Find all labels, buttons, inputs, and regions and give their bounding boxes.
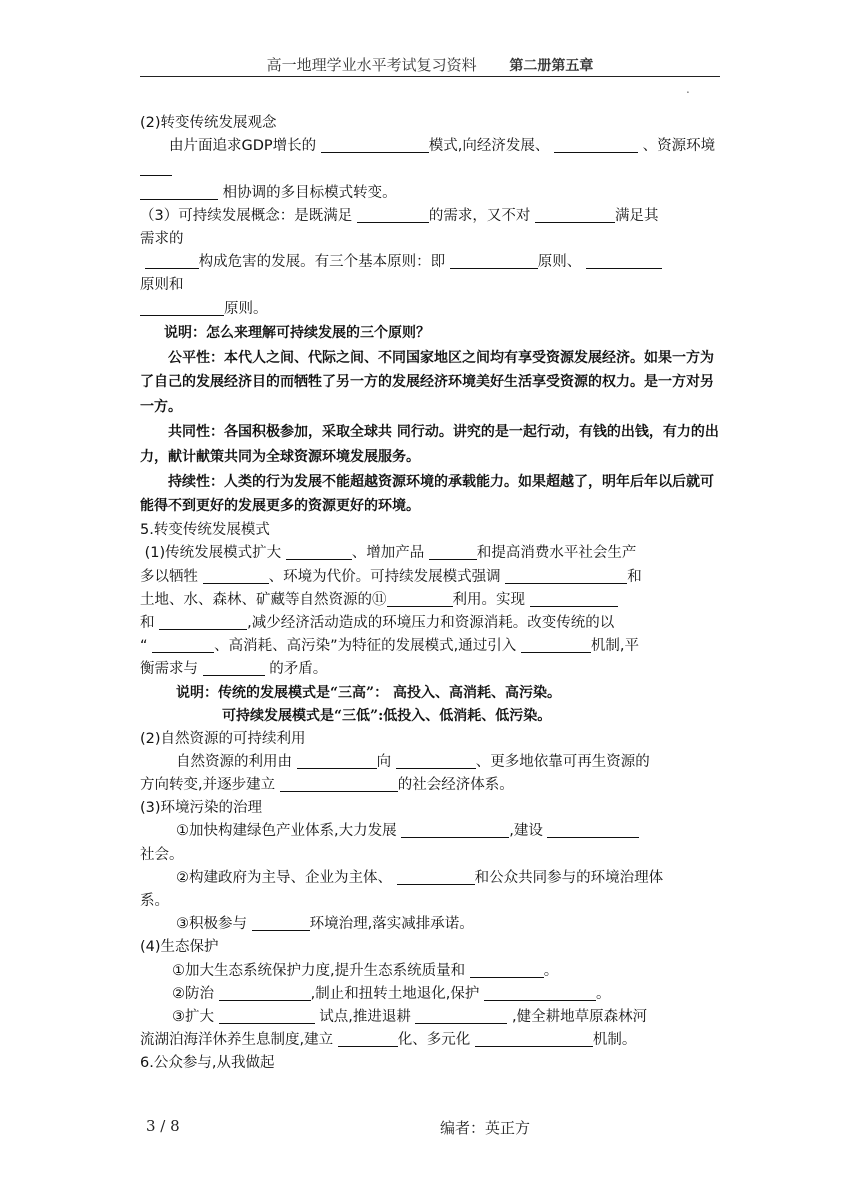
text-line: 土地、水、森林、矿藏等自然资源的⑪ 利用。实现 (140, 589, 720, 612)
text-line: 原则和 (140, 277, 184, 294)
blank[interactable] (321, 137, 429, 153)
note-line: 可持续发展模式是“三低”:低投入、低消耗、低污染。 (222, 707, 552, 724)
header-chapter: 第二册第五章 (509, 58, 594, 74)
text-line: 流湖泊海洋休养生息制度,建立 化、多元化 机制。 (140, 1032, 637, 1049)
section-title: 6.公众参与,从我做起 (140, 1055, 275, 1072)
document-body (140, 112, 720, 1076)
blank[interactable] (297, 753, 377, 769)
note-line: 说明：传统的发展模式是“三高”： 高投入、高消耗、高污染。 (176, 684, 561, 701)
section-title: (3)环境污染的治理 (140, 800, 263, 817)
blank[interactable] (396, 753, 476, 769)
blank[interactable] (521, 637, 591, 653)
text-line: 需求的 (140, 231, 184, 248)
text-line: 多以牺牲 、环境为代价。可持续发展模式强调 和 (140, 568, 642, 585)
text-line: ①加大生态系统保护力度,提升生态系统质量和 。 (172, 962, 559, 979)
blank[interactable] (429, 544, 477, 560)
text-line: （3）可持续发展概念：是既满足 的需求，又不对 满足其 (140, 207, 659, 224)
blank[interactable] (547, 822, 639, 838)
section-title: (4)生态保护 (140, 939, 219, 956)
blank[interactable] (530, 591, 618, 607)
text-line: 衡需求与 的矛盾。 (140, 661, 328, 678)
text-line: 方向转变,并逐步建立 的社会经济体系。 (140, 777, 514, 794)
text-line: ②防治 ,制止和扭转土地退化,保护 。 (172, 985, 611, 1002)
blank[interactable] (415, 1008, 507, 1024)
blank[interactable] (140, 184, 218, 200)
note-paragraph: 共同性：各国积极参加，采取全球共 同行动。讲究的是一起行动，有钱的出钱，有力的出力，献计献策共同为全球资源环境发展服务。 (140, 424, 719, 465)
note-paragraph: 持续性：人类的行为发展不能超越资源环境的承载能力。如果超越了，明年后年以后就可能得不到更好的发展更多的资源更好的环境。 (140, 473, 714, 515)
blank[interactable] (586, 253, 662, 269)
text-line: 自然资源的利用由 向 、更多地依靠可再生资源的 (176, 753, 650, 770)
text-line: “ 、高消耗、高污染”为特征的发展模式,通过引入 机制,平 (140, 638, 639, 655)
section-title: (2)转变传统发展观念 (140, 115, 277, 131)
header-title: 高一地理学业水平考试复习资料 (266, 56, 477, 74)
blank[interactable] (505, 568, 627, 584)
blank[interactable] (470, 962, 544, 978)
blank[interactable] (475, 1031, 593, 1047)
page-number: 3 / 8 (146, 1117, 180, 1135)
text-line: (1)传统发展模式扩大 、增加产品 和提高消费水平社会生产 (144, 545, 637, 562)
blank[interactable] (145, 253, 199, 269)
blank[interactable] (554, 137, 638, 153)
blank[interactable] (338, 1031, 398, 1047)
section-title: (2)自然资源的可持续利用 (140, 730, 306, 747)
blank[interactable] (203, 568, 269, 584)
text-line: ③积极参与 环境治理,落实减排承诺。 (176, 916, 474, 933)
blank[interactable] (535, 207, 615, 223)
blank[interactable] (387, 591, 453, 607)
text-line: 由片面追求GDP增长的 模式,向经济发展、 、资源环境 (140, 135, 720, 181)
blank[interactable] (286, 544, 352, 560)
blank[interactable] (252, 915, 310, 931)
text-line: ①加快构建绿色产业体系,大力发展 ,建设 (140, 820, 720, 843)
blank[interactable] (219, 1008, 315, 1024)
note-question: 说明：怎么来理解可持续发展的三个原则？ (164, 324, 430, 341)
blank[interactable] (140, 300, 224, 316)
note-paragraph: 公平性：本代人之间、代际之间、不同国家地区之间均有享受资源发展经济。如果一方为了自己的发展经济目的而牺牲了另一方的发展经济环境美好生活享受资源的权力。是一方对另一方。 (140, 349, 714, 416)
text-line: 相协调的多目标模式转变。 (140, 182, 720, 205)
header-dot: . (686, 82, 690, 96)
blank[interactable] (140, 160, 172, 176)
text-line: 社会。 (140, 846, 184, 863)
text-line: 和 ,减少经济活动造成的环境压力和资源消耗。改变传统的以 (140, 615, 615, 632)
text-line: ②构建政府为主导、企业为主体、 和公众共同参与的环境治理体 (176, 869, 664, 886)
blank[interactable] (401, 822, 509, 838)
text-line: 系。 (140, 893, 169, 910)
blank[interactable] (219, 985, 311, 1001)
blank[interactable] (357, 207, 429, 223)
editor-credit: 编者：英正方 (440, 1119, 531, 1137)
text-line: 构成危害的发展。有三个基本原则：即 原则、 (140, 251, 720, 274)
section-title: 5.转变传统发展模式 (140, 522, 270, 539)
page-header (140, 54, 720, 75)
text-line: 原则。 (140, 298, 720, 321)
blank[interactable] (159, 614, 247, 630)
blank[interactable] (203, 660, 265, 676)
blank[interactable] (152, 637, 214, 653)
header-rule (140, 76, 720, 77)
text-line: ③扩大 试点,推进退耕 ,健全耕地草原森林河 (172, 1009, 648, 1026)
blank[interactable] (484, 985, 596, 1001)
blank[interactable] (280, 776, 398, 792)
blank[interactable] (450, 253, 538, 269)
blank[interactable] (397, 869, 475, 885)
